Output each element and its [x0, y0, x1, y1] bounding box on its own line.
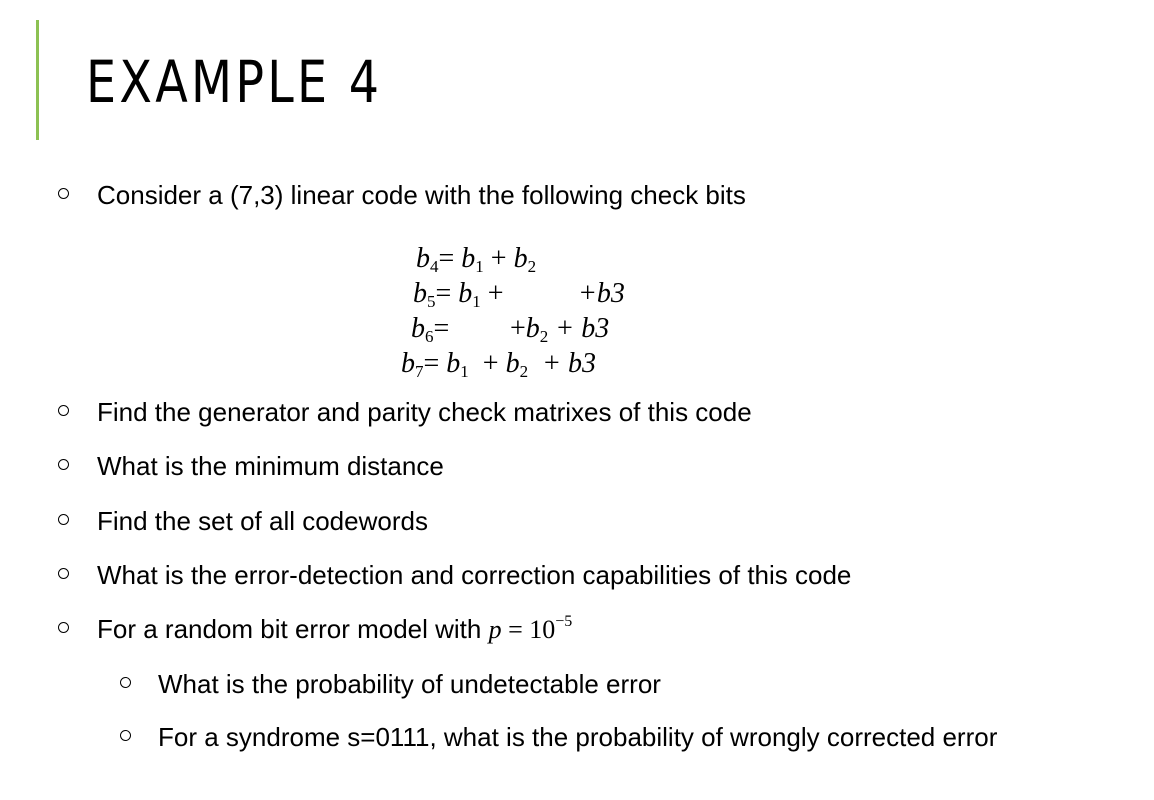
bullet-text: What is the error-detection and correction capabilities of this code [97, 560, 852, 590]
bullet-circle-icon [58, 568, 69, 579]
equation-b6: $b_6=$ [411, 313, 450, 346]
bullet-circle-icon [58, 188, 69, 199]
bullet-text: For a random bit error model with $p = 10^{-5}$ [97, 613, 573, 644]
bullet-text: Find the set of all codewords [97, 506, 428, 536]
equation-b7: $b_7= b_1 + b_2 + b3$ [401, 348, 596, 381]
bullet-text: What is the minimum distance [97, 451, 444, 481]
bullet-circle-icon [58, 405, 69, 416]
equation-b6-terms: $+b_2 + b3$ [510, 313, 610, 346]
bullet-text: What is the probability of undetectable error [158, 669, 661, 699]
bullet-text: Find the generator and parity check matrixes of this code [97, 397, 752, 427]
equation-b5-b3: +b3 [578, 278, 625, 309]
bullet-circle-icon [58, 514, 69, 525]
equation-b4: $b_4= b_1 + b_2$ [416, 243, 537, 276]
slide-title: EXAMPLE 4 [86, 48, 383, 116]
equation-b5: $b_5= b_1$ + [413, 278, 504, 311]
bullet-circle-icon [120, 677, 131, 688]
bullet-text: Consider a (7,3) linear code with the following check bits [97, 180, 746, 210]
bullet-circle-icon [58, 459, 69, 470]
bullet-circle-icon [58, 622, 69, 633]
accent-bar [36, 20, 39, 140]
bullet-circle-icon [120, 730, 131, 741]
bullet-text: For a syndrome s=0111, what is the probability of wrongly corrected error [158, 722, 998, 752]
